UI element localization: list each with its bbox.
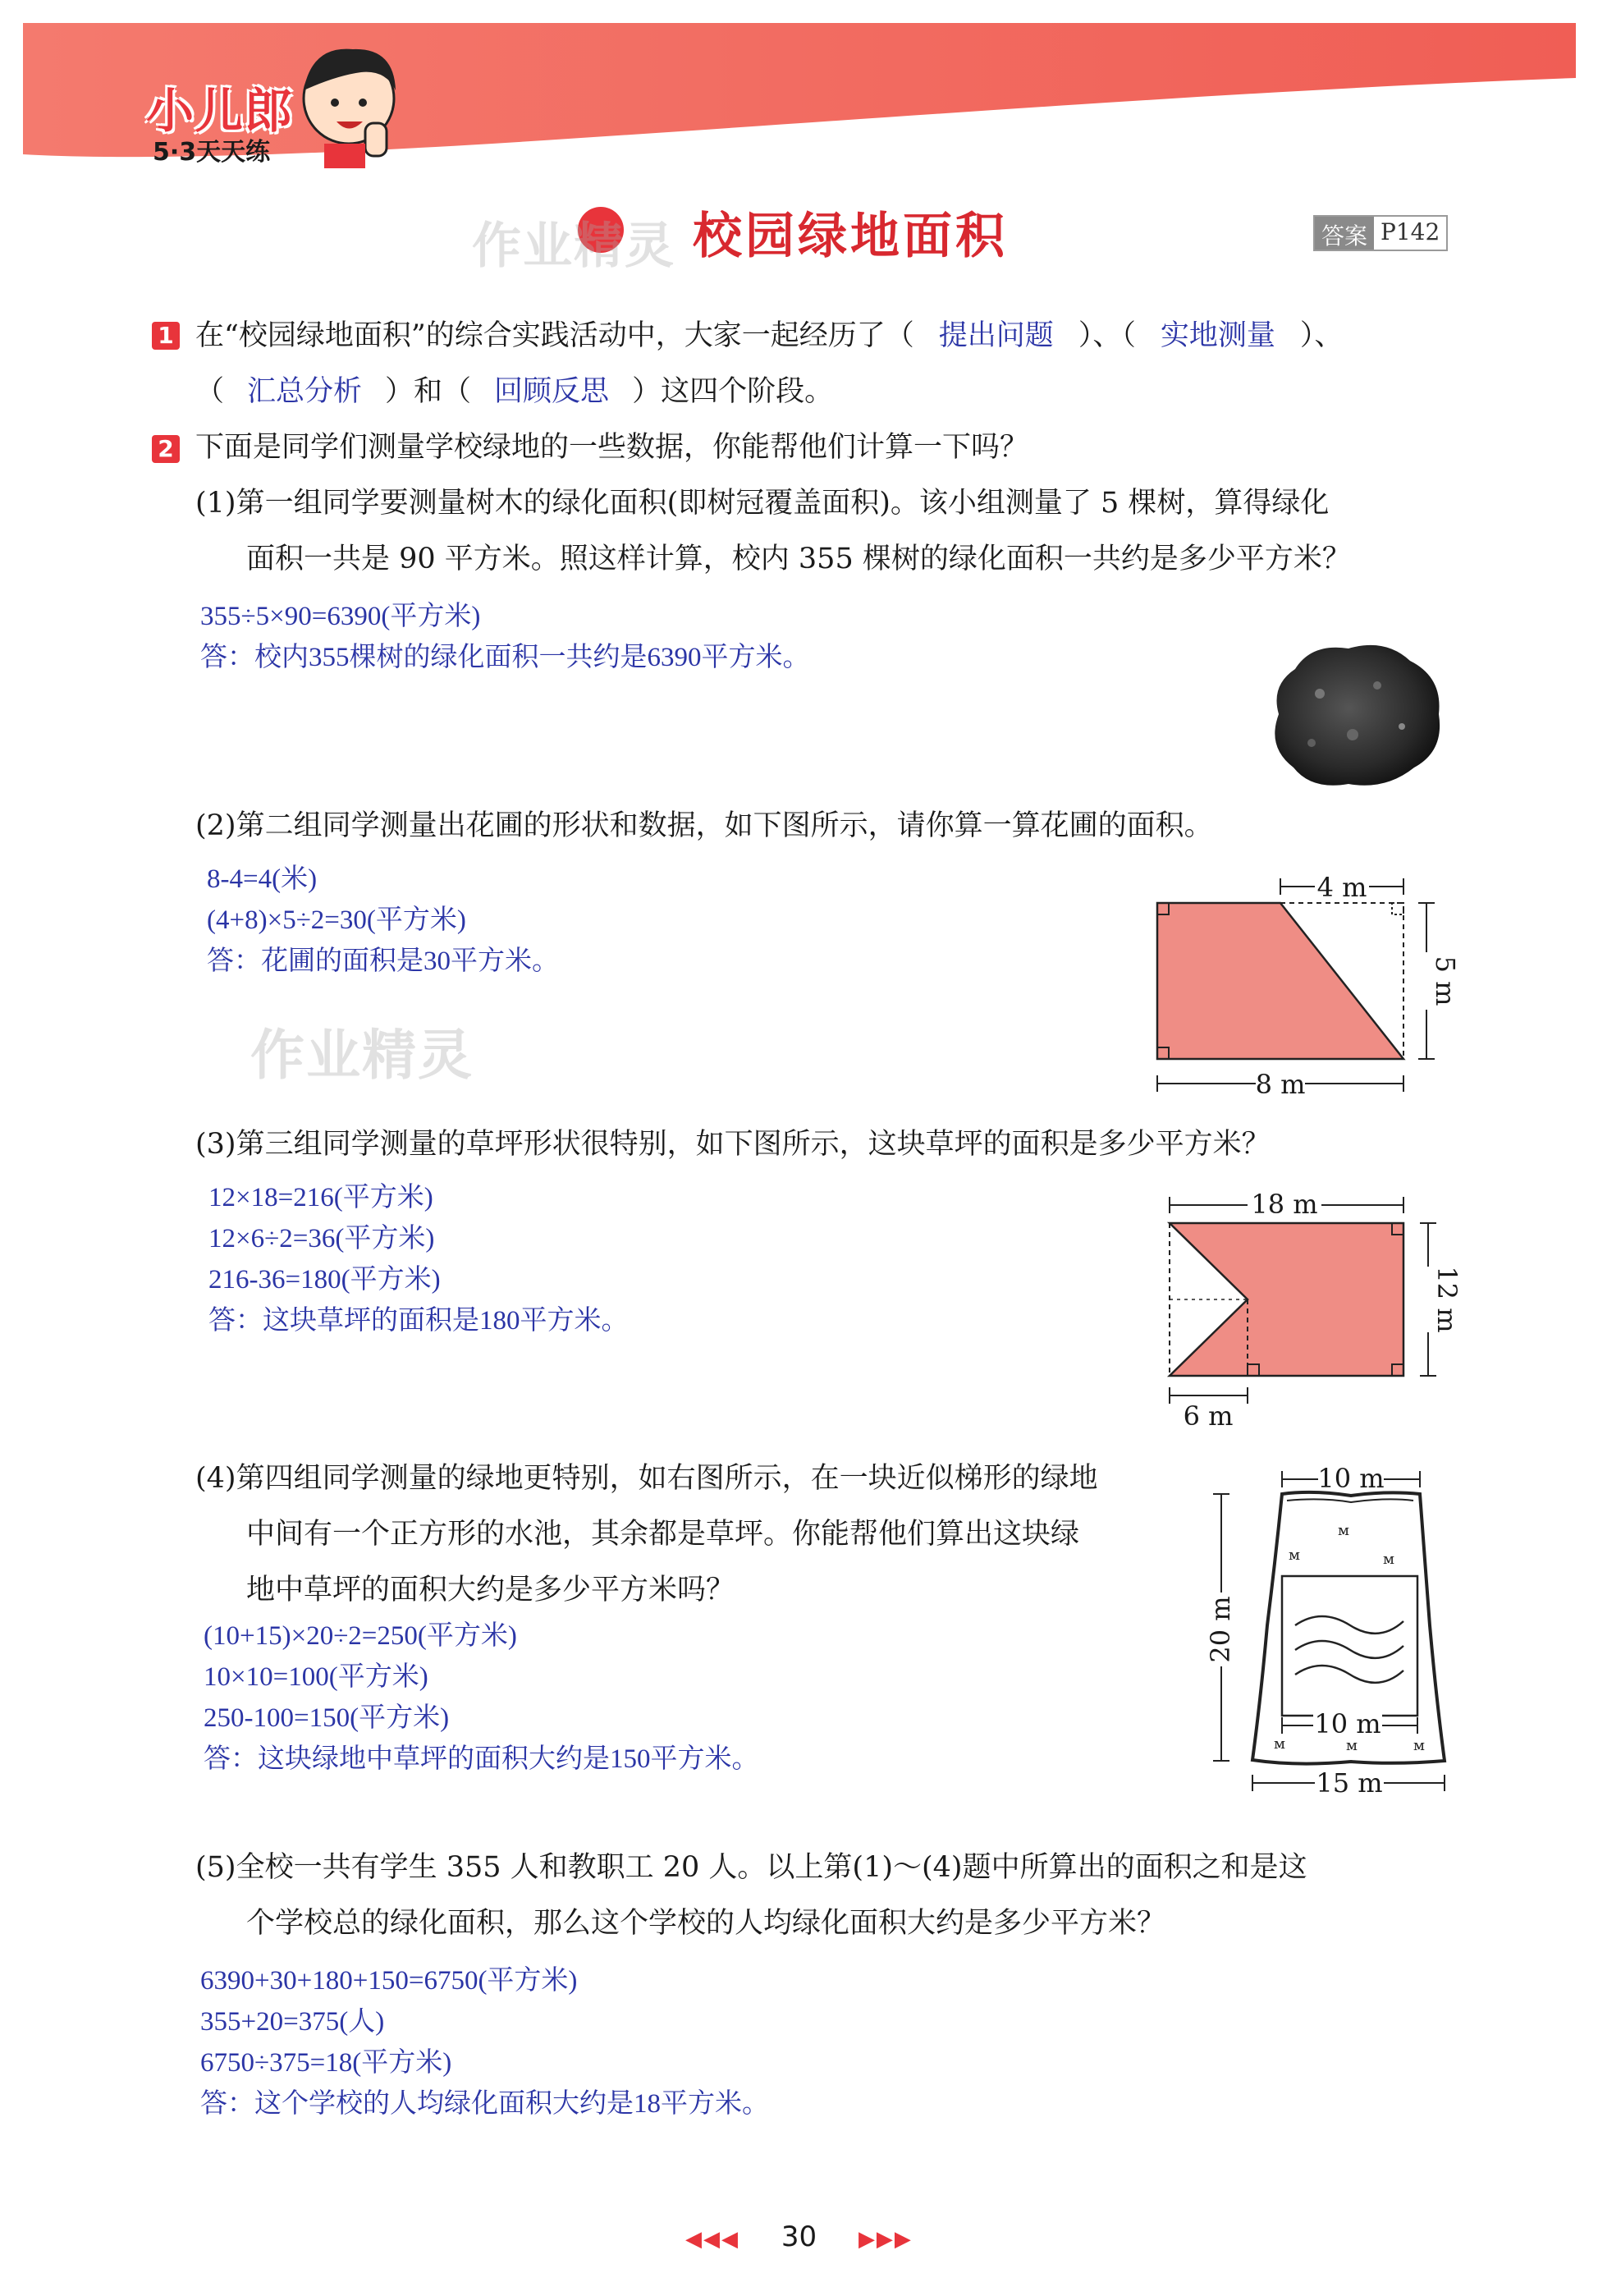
q2-p4-answer-4: 答：这块绿地中草坪的面积大约是150平方米。	[204, 1744, 759, 1774]
brand-logo: 小儿郎	[146, 83, 295, 139]
svg-text:ᴍ: ᴍ	[1346, 1737, 1358, 1754]
page-title: 校园绿地面积	[693, 208, 1008, 265]
q1-blank4: 回顾反思	[494, 375, 610, 408]
q2-p3-answer-4: 答：这块草坪的面积是180平方米。	[208, 1306, 629, 1336]
answer-page: P142	[1381, 218, 1440, 245]
q2-p2-answer-3: 答：花圃的面积是30平方米。	[207, 946, 559, 976]
next-page-arrows-icon: ▶▶▶	[858, 2227, 913, 2252]
q1-blank3: 汇总分析	[247, 375, 363, 408]
trapezoid-figure	[1133, 862, 1477, 1108]
svg-text:ᴍ: ᴍ	[1338, 1522, 1350, 1539]
q2-p2-line1: (2)第二组同学测量出花圃的形状和数据，如下图所示，请你算一算花圃的面积。	[195, 809, 1213, 842]
q2-intro: 下面是同学们测量学校绿地的一些数据，你能帮他们计算一下吗？	[195, 431, 1029, 464]
tree-crown-image	[1262, 636, 1451, 792]
watermark-middle: 作业精灵	[250, 1024, 474, 1087]
q2-p2-answer-2: (4+8)×5÷2=30(平方米)	[207, 905, 466, 935]
q2-p2-answer-1: 8-4=4(米)	[207, 864, 318, 894]
green-land-bottom-label: 15 m	[1316, 1767, 1383, 1799]
q1-line1: 在“校园绿地面积”的综合实践活动中，大家一起经历了（ 提出问题 ）、（ 实地测量 ）、	[195, 319, 1344, 352]
pool-side-label: 10 m	[1314, 1708, 1381, 1739]
q2-p3-answer-2: 12×6÷2=36(平方米)	[208, 1224, 435, 1253]
q2-p1-line2: 面积一共是 90 平方米。照这样计算，校内 355 棵树的绿化面积一共约是多少平方米？	[246, 543, 1351, 575]
lawn-figure	[1141, 1180, 1469, 1435]
trapezoid-bottom-label: 8 m	[1255, 1069, 1306, 1100]
answer-reference	[1313, 215, 1448, 251]
green-land-left-label: 20 m	[1205, 1596, 1236, 1663]
green-land-top-label: 10 m	[1317, 1463, 1385, 1494]
lawn-right-label: 12 m	[1431, 1266, 1463, 1333]
q2-p4-answer-3: 250-100=150(平方米)	[204, 1703, 450, 1733]
q2-p4-answer-1: (10+15)×20÷2=250(平方米)	[204, 1621, 517, 1651]
q2-p4-line2: 中间有一个正方形的水池，其余都是草坪。你能帮他们算出这块绿	[246, 1518, 1080, 1551]
q2-p4-line3: 地中草坪的面积大约是多少平方米吗？	[246, 1574, 735, 1606]
q2-p5-answer-4: 答：这个学校的人均绿化面积大约是18平方米。	[200, 2089, 769, 2119]
svg-text:ᴍ: ᴍ	[1383, 1551, 1395, 1568]
question-number-2: 2	[152, 435, 180, 463]
q2-p5-answer-2: 355+20=375(人)	[200, 2007, 385, 2037]
trapezoid-right-label: 5 m	[1430, 956, 1461, 1006]
q2-p1-line1: (1)第一组同学要测量树木的绿化面积(即树冠覆盖面积)。该小组测量了 5 棵树，算得绿化	[195, 487, 1330, 520]
q2-p1-answer-2: 答：校内355棵树的绿化面积一共约是6390平方米。	[200, 643, 810, 672]
q2-p3-line1: (3)第三组同学测量的草坪形状很特别，如下图所示，这块草坪的面积是多少平方米？	[195, 1128, 1271, 1161]
q2-p5-line1: (5)全校一共有学生 355 人和教职工 20 人。以上第(1)～(4)题中所算出的面积之和是这	[195, 1851, 1307, 1884]
page-number-bar	[0, 2220, 1598, 2253]
brand-series: 5·3天天练	[153, 138, 271, 167]
svg-text:ᴍ: ᴍ	[1274, 1735, 1286, 1753]
lawn-top-label: 18 m	[1251, 1189, 1318, 1220]
q2-p3-answer-1: 12×18=216(平方米)	[208, 1183, 433, 1212]
q2-p1-answer-1: 355÷5×90=6390(平方米)	[200, 602, 481, 631]
svg-text:ᴍ: ᴍ	[1289, 1547, 1301, 1564]
q2-p5-answer-3: 6750÷375=18(平方米)	[200, 2048, 452, 2078]
q2-p3-answer-3: 216-36=180(平方米)	[208, 1265, 441, 1295]
answer-label: 答案	[1315, 217, 1374, 250]
q2-p5-answer-1: 6390+30+180+150=6750(平方米)	[200, 1966, 578, 1996]
trapezoid-top-label: 4 m	[1316, 872, 1367, 903]
q1-blank2: 实地测量	[1160, 319, 1275, 352]
prev-page-arrows-icon: ◀◀◀	[685, 2227, 740, 2252]
lawn-bottom-label: 6 m	[1183, 1400, 1234, 1432]
q2-p5-line2: 个学校总的绿化面积，那么这个学校的人均绿化面积大约是多少平方米？	[246, 1907, 1166, 1940]
q1-line2: （ 汇总分析 ）和（ 回顾反思 ）这四个阶段。	[195, 375, 834, 408]
q2-p4-answer-2: 10×10=100(平方米)	[204, 1662, 428, 1692]
watermark-top: 作业精灵	[472, 218, 675, 275]
svg-text:ᴍ: ᴍ	[1413, 1737, 1426, 1754]
q2-p4-line1: (4)第四组同学测量的绿地更特别，如右图所示，在一块近似梯形的绿地	[195, 1462, 1098, 1495]
question-number-1: 1	[152, 322, 180, 350]
green-land-figure	[1198, 1461, 1469, 1806]
q1-blank1: 提出问题	[938, 319, 1054, 352]
page-number: 30	[781, 2220, 817, 2253]
